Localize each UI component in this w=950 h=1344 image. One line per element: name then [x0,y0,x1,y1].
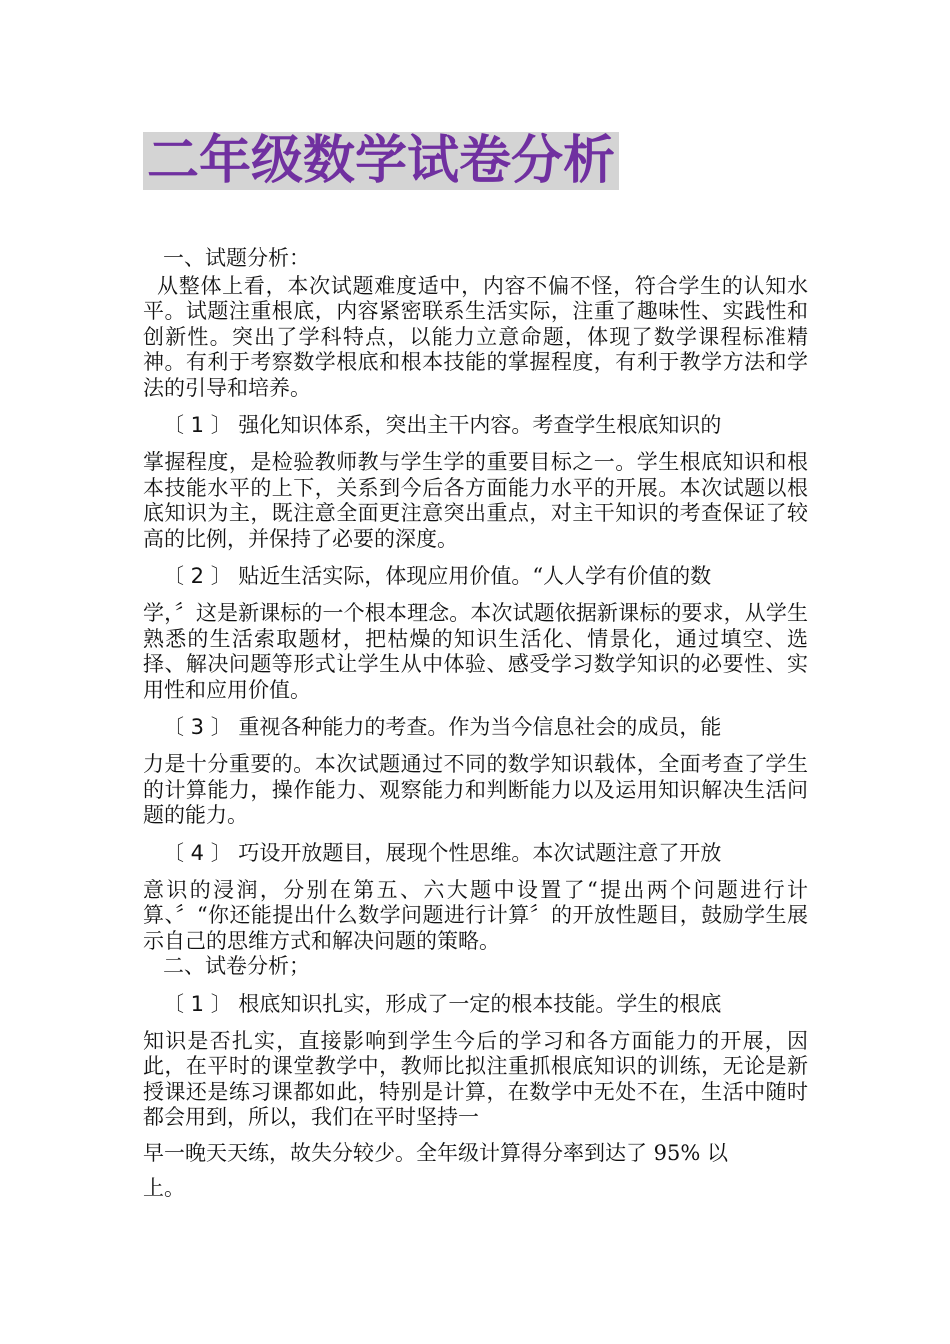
item-1-first-line [143,413,808,438]
section2-item-1-tail-1: 早一晚天天练，故失分较少。全年级计算得分率到达了 95% 以 [143,1140,729,1165]
item-4-first-line [143,841,808,866]
intro-paragraph: 从整体上看，本次试题难度适中，内容不偏不怪，符合学生的认知水平。试题注重根底，内容紧密联系生活实际，注重了趣味性、实践性和创新性。突出了学科特点，以能力立意命题，体现了数学课程标准精神。有利于考察数学根底和根本技能的掌握程度，有利于教学方法和学法的引导和培养。 [143,273,808,400]
item-number: 〔 1 〕 [163,991,232,1016]
item-text: 贴近生活实际，体现应用价值。“人人学有价值的数 [238,564,712,588]
document-body [143,246,808,1202]
item-2-body: 学，〞这是新课标的一个根本理念。本次试题依据新课标的要求，从学生熟悉的生活索取题材，把枯燥的知识生活化、情景化，通过填空、选择、解决问题等形式让学生从中体验、感受学习数学知识的必要性、实用性和应用价值。 [143,601,808,702]
document-title: 二年级数学试卷分析 [143,132,619,190]
item-text: 重视各种能力的考查。作为当今信息社会的成员，能 [238,715,722,739]
section2-item-1-body: 知识是否扎实，直接影响到学生今后的学习和各方面能力的开展，因此，在平时的课堂教学中，教师比拟注重抓根底知识的训练，无论是新授课还是练习课都如此，特别是计算，在数学中无处不在，生活中随时都会用到，所以，我们在平时坚持一 [143,1028,808,1129]
item-3-first-line [143,715,808,740]
item-number: 〔 2 〕 [163,564,232,588]
item-1-body: 掌握程度，是检验教师教与学生学的重要目标之一。学生根底知识和根本技能水平的上下，关系到今后各方面能力水平的开展。本次试题以根底知识为主，既注意全面更注意突出重点，对主干知识的考查保证了较高的比例，并保持了必要的深度。 [143,450,808,551]
item-number: 〔 4 〕 [163,840,232,865]
item-text: 强化知识体系，突出主干内容。考查学生根底知识的 [238,413,722,437]
item-3-body: 力是十分重要的。本次试题通过不同的数学知识载体，全面考查了学生的计算能力，操作能力、观察能力和判断能力以及运用知识解决生活问题的能力。 [143,752,808,827]
section2-item-1-tail-2: 上。 [143,1176,185,1200]
section-heading-2: 二、试卷分析； [163,954,310,978]
item-text: 根底知识扎实，形成了一定的根本技能。学生的根底 [238,991,722,1016]
section2-item-1-first-line [143,992,808,1017]
item-2-first-line [143,564,808,589]
section-heading-1: 一、试题分析： [163,246,310,270]
item-4-body: 意识的浸润，分别在第五、六大题中设置了“提出两个问题进行计算、〞“你还能提出什么数学问题进行计算〞的开放性题目，鼓励学生展示自己的思维方式和解决问题的策略。 [143,877,808,953]
item-text: 巧设开放题目，展现个性思维。本次试题注意了开放 [238,840,722,865]
item-number: 〔 1 〕 [163,413,232,437]
item-number: 〔 3 〕 [163,715,232,739]
